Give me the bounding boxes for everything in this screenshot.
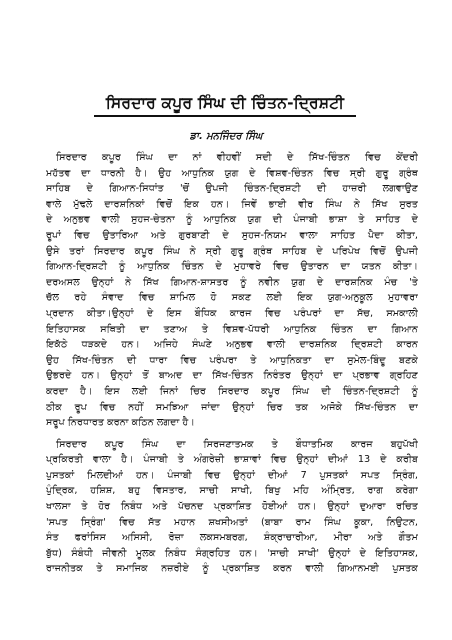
text-line: ਗਿਆਨ-ਦ੍ਰਿਸ਼ਟੀ ਨੂੰ ਆਧੁਨਿਕ ਚਿੰਤਨ ਦੇ ਮੁਹਾਵਰੇ ਵਿਚ ਉਤਾਰਨ ਦਾ ਯਤਨ ਕੀਤਾ।: [46, 261, 418, 273]
text-line: ਚੱਲ ਰਹੇ ਸੰਵਾਦ ਵਿਚ ਸ਼ਾਮਿਲ ਹੋ ਸਕਣ ਲਈ ਇਕ ਯੁਗ-ਅਨੁਕੂਲ ਮੁਹਾਵਰਾ: [46, 292, 418, 304]
text-line: ਸਰੂਪ ਨਿਰਧਾਰਤ ਕਰਨਾ ਕਠਿਨ ਲਗਦਾ ਹੈ।: [46, 417, 195, 429]
text-line: ਉਸੇ ਤਰਾਂ ਸਿਰਦਾਰ ਕਪੂਰ ਸਿੰਘ ਨੇ ਸ੍ਰੀ ਗੁਰੂ ਗ੍ਰੰਥ ਸਾਹਿਬ ਦੇ ਪਰਿਪੇਖ ਵਿਚੋਂ ਉਪਜੀ: [46, 245, 418, 257]
text-line: 'ਸਪਤ ਸ੍ਰਿੰਗ' ਵਿਚ ਸੱਤ ਮਹਾਨ ਸ਼ਖਸੀਅਤਾਂ (ਬਾਬਾ ਰਾਮ ਸਿੰਘ ਕੂਕਾ, ਨਿਉਟਨ,: [46, 516, 418, 528]
text-line: ਇਤਿਹਾਸਕ ਸਥਿਤੀ ਦਾ ਤਣਾਅ ਤੇ ਵਿਸ਼ਵ-ਪੱਧਰੀ ਆਧੁਨਿਕ ਚਿੰਤਨ ਦਾ ਗਿਆਨ: [46, 323, 418, 335]
text-line: ਬੁੱਧ) ਸੰਬੰਧੀ ਜੀਵਨੀ ਮੂਲਕ ਨਿਬੰਧ ਸੰਗ੍ਰਹਿਤ ਹਨ। 'ਸਾਚੀ ਸਾਖੀ' ਉਨ੍ਹਾਂ ਦੇ ਇਤਿਹਾਸਕ,: [46, 547, 418, 559]
text-line: ਪੁਸਤਕਾਂ ਮਿਲਦੀਆਂ ਹਨ। ਪੰਜਾਬੀ ਵਿਚ ਉਨ੍ਹਾਂ ਦੀਆਂ 7 ਪੁਸਤਕਾਂ ਸਪਤ ਸ੍ਰਿੰਗ,: [46, 469, 418, 481]
text-line: ਉਹ ਸਿੱਖ-ਚਿੰਤਨ ਦੀ ਧਾਰਾ ਵਿਚ ਪਰੰਪਰਾ ਤੇ ਆਧੁਨਿਕਤਾ ਦਾ ਸੁਮੇਲ-ਬਿੰਦੂ ਬਣਕੇ: [46, 354, 418, 366]
text-line: ਪੁੰਦ੍ਰਿਕ, ਹਸ਼ਿਸ਼, ਬਹੁ ਵਿਸਤਾਰ, ਸਾਚੀ ਸਾਖੀ, ਬਿਖੁ ਮਹਿ ਅੰਮ੍ਰਿਤ, ਰਾਗ ਕਰੇਗਾ: [46, 485, 418, 497]
text-line: ਪ੍ਰਦਾਨ ਕੀਤਾ।ਉਨ੍ਹਾਂ ਦੇ ਇਸ ਬੌਧਿਕ ਕਾਰਜ ਵਿਚ ਪਰੰਪਰਾਂ ਦਾ ਸੱਚ, ਸਮਕਾਲੀ: [46, 307, 418, 319]
title-block: [94, 94, 356, 117]
text-line: ਇਕੱਠੇ ਧੜਕਦੇ ਹਨ। ਅਜਿਹੇ ਸੰਘਣੇ ਅਨੁਭਵ ਵਾਲੀ ਦਾਰਸ਼ਨਿਕ ਦ੍ਰਿਸ਼ਟੀ ਕਾਰਨ: [46, 339, 418, 351]
text-line: ਉਭਰਦੇ ਹਨ। ਉਨ੍ਹਾਂ ਤੋਂ ਬਾਅਦ ਦਾ ਸਿੱਖ-ਚਿੰਤਨ ਨਿਰੰਤਰ ਉਨ੍ਹਾਂ ਦਾ ਪ੍ਰਭਾਵ ਗ੍ਰਹਿਣ: [46, 370, 418, 382]
paragraph-2: [46, 437, 418, 577]
text-line: ਸੰਤ ਫਰਾਂਸਿਸ ਅਸਿਸੀ, ਰੋਜ਼ਾ ਲਕਸਮਬਰਗ, ਸ਼ੰਕ੍ਰਾਚਾਰੀਆ, ਮੀਰਾ ਅਤੇ ਗੌਤਮ: [46, 532, 418, 544]
text-line: ਮਹੱਤਵ ਦਾ ਧਾਰਨੀ ਹੈ। ਉਹ ਆਧੁਨਿਕ ਯੁਗ ਦੇ ਵਿਸ਼ਵ-ਚਿੰਤਨ ਵਿਚ ਸ੍ਰੀ ਗੁਰੂ ਗ੍ਰੰਥ: [46, 167, 418, 179]
paragraph-1: [46, 150, 418, 431]
text-line: ਰੂਪਾਂ ਵਿਚ ਉਤਾਰਿਆ ਅਤੇ ਗੁਰਬਾਣੀ ਦੇ ਸੁਹਜ-ਨਿਯਮ ਵਾਲਾ ਸਾਹਿਤ ਪੈਦਾ ਕੀਤਾ,: [46, 229, 418, 241]
article-body: [46, 150, 418, 577]
text-line: ਦਰਅਸਲ ਉਨ੍ਹਾਂ ਨੇ ਸਿੱਖ ਗਿਆਨ-ਸ਼ਾਸਤਰ ਨੂੰ ਨਵੀਨ ਯੁਗ ਦੇ ਦਾਰਸ਼ਨਿਕ ਮੰਚ 'ਤੇ: [46, 276, 418, 288]
page-title: ਸਿਰਦਾਰ ਕਪੂਰ ਸਿੰਘ ਦੀ ਚਿੰਤਨ-ਦ੍ਰਿਸ਼ਟੀ: [105, 94, 345, 112]
text-line: ਰਾਜਨੀਤਕ ਤੇ ਸਮਾਜਿਕ ਨਜ਼ਰੀਏ ਨੂੰ ਪ੍ਰਕਾਸ਼ਿਤ ਕਰਨ ਵਾਲੀ ਗਿਆਨਮਈ ਪੁਸਤਕ: [46, 563, 418, 575]
text-line: ਪ੍ਰਕਿਰਤੀ ਵਾਲਾ ਹੈ। ਪੰਜਾਬੀ ਤੇ ਅੰਗਰੇਜ਼ੀ ਭਾਸ਼ਾਵਾਂ ਵਿਚ ਉਨ੍ਹਾਂ ਦੀਆਂ 13 ਦੇ ਕਰੀਬ: [46, 454, 418, 466]
text-line: ਸਿਰਦਾਰ ਕਪੂਰ ਸਿੰਘ ਦਾ ਸਿਰਜਣਾਤਮਕ ਤੇ ਬੌਧਾਤਮਿਕ ਕਾਰਜ ਬਹੁਪੱਖੀ: [56, 438, 418, 450]
text-line: ਖਾਲਸਾ ਤੇ ਹੋਰ ਨਿਬੰਧ ਅਤੇ ਪੱਚਨਦ ਪ੍ਰਕਾਸ਼ਿਤ ਹੋਈਆਂ ਹਨ। ਉਨ੍ਹਾਂ ਦੁਆਰਾ ਰਚਿਤ: [46, 501, 418, 513]
author-name: ਡਾ. ਮਨਜਿੰਦਰ ਸਿੰਘ: [189, 131, 263, 142]
text-line: ਸਿਰਦਾਰ ਕਪੂਰ ਸਿੰਘ ਦਾ ਨਾਂ ਵੀਹਵੀਂ ਸਦੀ ਦੇ ਸਿੱਖ-ਚਿੰਤਨ ਵਿਚ ਕੇਂਦਰੀ: [56, 152, 418, 163]
text-line: ਵਾਲੇ ਮੁੱਢਲੇ ਦਾਰਸ਼ਨਿਕਾਂ ਵਿਚੋਂ ਇਕ ਹਨ। ਜਿਵੇਂ ਭਾਈ ਵੀਰ ਸਿੰਘ ਨੇ ਸਿੱਖ ਸੁਰਤ: [46, 198, 418, 210]
text-line: ਕਰਦਾ ਹੈ। ਇਸ ਲਈ ਜਿਨਾਂ ਚਿਰ ਸਿਰਦਾਰ ਕਪੂਰ ਸਿੰਘ ਦੀ ਚਿੰਤਨ-ਦ੍ਰਿਸ਼ਟੀ ਨੂੰ: [46, 385, 418, 397]
text-line: ਸਾਹਿਬ ਦੇ ਗਿਆਨ-ਸਿਧਾਂਤ 'ਚੋਂ ਉਪਜੀ ਚਿੰਤਨ-ਦ੍ਰਿਸ਼ਟੀ ਦੀ ਹਾਜ਼ਰੀ ਲਗਵਾਉਣ: [46, 183, 418, 195]
text-line: ਠੀਕ ਰੂਪ ਵਿਚ ਨਹੀਂ ਸਮਝਿਆ ਜਾਂਦਾ ਉਨ੍ਹਾਂ ਚਿਰ ਤਕ ਅਜੋਕੇ ਸਿੱਖ-ਚਿੰਤਨ ਦਾ: [46, 401, 418, 413]
text-line: ਦੇ ਅਨੁਭਵ ਵਾਲੀ ਸੁਹਜ-ਚੇਤਨਾ ਨੂੰ ਆਧੁਨਿਕ ਯੁਗ ਦੀ ਪੰਜਾਬੀ ਭਾਸ਼ਾ ਤੇ ਸਾਹਿਤ ਦੇ: [46, 214, 418, 226]
